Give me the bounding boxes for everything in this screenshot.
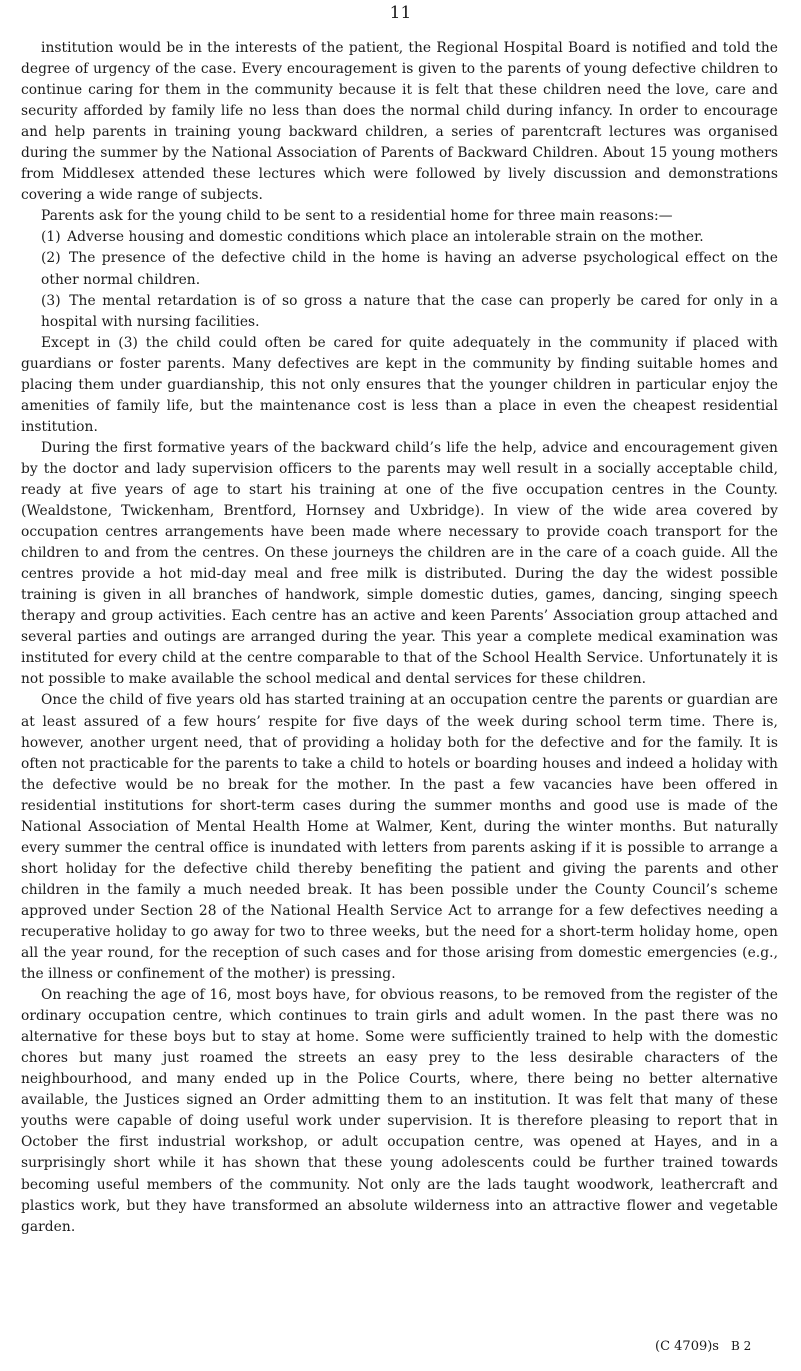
list-item-number: (1) xyxy=(41,229,61,246)
paragraph-reasons-lead: Parents ask for the young child to be sent to a residential home for three main reasons:— xyxy=(41,208,673,225)
print-code: (C 4709)s xyxy=(655,1339,719,1354)
list-item-reason-3 xyxy=(21,291,778,333)
paragraph-intro: institution would be in the interests of the patient, the Regional Hospital Board is notified and told the degree of urgency of the case. Every encouragement is given to the parents of young defective children to continue caring for them in the community because it is felt that these children need the love, care and security afforded by family life no less than does the normal child during infancy. In order to encourage and help parents in training young backward children, a series of parentcraft lectures was organised during the summer by the National Association of Parents of Backward Children. About 15 young mothers from Middlesex attended these lectures which were followed by lively discussion and demonstrations covering a wide range of subjects. xyxy=(21,40,778,204)
list-item-number: (2) xyxy=(41,250,61,267)
paragraph-occupation-centres: During the first formative years of the backward child’s life the help, advice and encouragement given by the doctor and lady supervision officers to the parents may well result in a socially acceptable child, ready at five years of age to start his training at one of the five occupation centres in the County. (Wealdstone, Twickenham, Brentford, Hornsey and Uxbridge). In view of the wide area covered by occupation centres arrangements have been made where necessary to provide coach transport for the children to and from the centres. On these journeys the children are in the care of a coach guide. All the centres provide a hot mid-day meal and free milk is distributed. During the day the widest possible training is given in all branches of handwork, simple domestic duties, games, dancing, singing speech therapy and group activities. Each centre has an active and keen Parents’ Association group attached and several parties and outings are arranged during the year. This year a complete medical examination was instituted for every child at the centre comparable to that of the School Health Service. Unfortunately it is not possible to make available the school medical and dental services for these children. xyxy=(21,439,778,688)
page-body xyxy=(21,38,778,1238)
list-item-number: (3) xyxy=(41,292,61,309)
signature-mark: B 2 xyxy=(730,1339,752,1353)
list-item-text: Adverse housing and domestic conditions which place an intolerable strain on the mother. xyxy=(67,229,704,246)
list-item-reason-1 xyxy=(21,227,778,248)
page-number: 11 xyxy=(389,3,412,23)
list-item-reason-2 xyxy=(21,248,778,290)
print-footer xyxy=(655,1337,751,1356)
paragraph-guardianship: Except in (3) the child could often be cared for quite adequately in the community if placed with guardians or foster parents. Many defectives are kept in the community by finding suitable homes and placing them under guardianship, this not only ensures that the younger children in particular enjoy the amenities of family life, but the maintenance cost is less than a place in even the cheapest residential institution. xyxy=(21,334,778,435)
paragraph-industrial-workshop: On reaching the age of 16, most boys have, for obvious reasons, to be removed from the register of the ordinary occupation centre, which continues to train girls and adult women. In the past there was no alternative for these boys but to stay at home. Some were sufficiently trained to help with the domestic chores but many just roamed the streets an easy prey to the less desirable characters of the neighbourhood, and many ended up in the Police Courts, where, there being no better alternative available, the Justices signed an Order admitting them to an institution. It was felt that many of these youths were capable of doing useful work under supervision. It is therefore pleasing to report that in October the first industrial workshop, or adult occupation centre, was opened at Hayes, and in a surprisingly short while it has shown that these young adolescents could be further trained towards becoming useful members of the community. Not only are the lads taught woodwork, leathercraft and plastics work, but they have transformed an absolute wilderness into an attractive flower and vegetable garden. xyxy=(21,987,778,1235)
paragraph-holidays: Once the child of five years old has started training at an occupation centre the parents or guardian are at least assured of a few hours’ respite for five days of the week during school term time. There is, however, another urgent need, that of providing a holiday both for the defective and for the family. It is often not practicable for the parents to take a child to hotels or boarding houses and indeed a holiday with the defective would be no break for the mother. In the past a few vacancies have been offered in residential institutions for short-term cases during the summer months and good use is made of the National Association of Mental Health Home at Walmer, Kent, during the winter months. But naturally every summer the central office is inundated with letters from parents asking if it is possible to arrange a short holiday for the defective child thereby benefiting the patient and giving the parents and other children in the family a much needed break. It has been possible under the County Council’s scheme approved under Section 28 of the National Health Service Act to arrange for a few defectives needing a recuperative holiday to go away for two to three weeks, but the need for a short-term holiday home, open all the year round, for the reception of such cases and for those arising from domestic emergencies (e.g., the illness or confinement of the mother) is pressing. xyxy=(21,692,778,983)
list-item-text: The presence of the defective child in the home is having an adverse psychological effect on the other normal children. xyxy=(41,250,778,288)
list-item-text: The mental retardation is of so gross a nature that the case can properly be cared for only in a hospital with nursing facilities. xyxy=(41,292,778,330)
